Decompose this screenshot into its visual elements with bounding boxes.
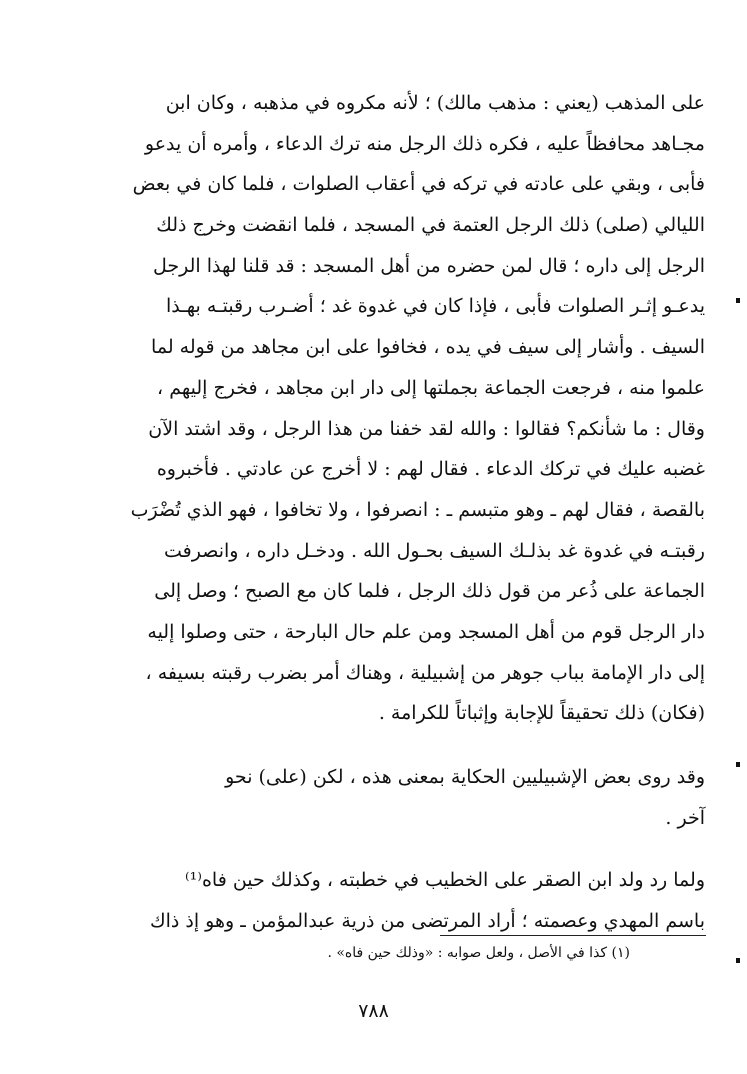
margin-mark — [736, 762, 740, 767]
text-line: يدعـو إثـر الصلوات فأبى ، فإذا كان في غدوة غد ؛ أضـرب رقبتـه بهـذا — [165, 295, 705, 318]
paragraph-1 — [80, 83, 705, 734]
text-line: ولما رد ولد ابن الصقر على الخطيب في خطبته ، وكذلك حين فاه⁽¹⁾ — [185, 869, 705, 891]
margin-mark — [736, 958, 740, 963]
text-line: الرجل إلى داره ؛ قال لمن حضره من أهل المسجد : قد قلنا لهذا الرجل — [152, 254, 705, 277]
text-line: فأبى ، وبقي على عادته في تركه في أعقاب الصلوات ، فلما كان في بعض — [132, 173, 705, 196]
margin-mark — [736, 298, 740, 303]
text-line: بالقصة ، فقال لهم ـ وهو متبسم ـ : انصرفوا ، ولا تخافوا ، فهو الذي تُضْرَب — [130, 498, 705, 521]
text-line: إلى دار الإمامة بباب جوهر من إشبيلية ، وهناك أمر بضرب رقبته بسيفه ، — [145, 661, 705, 684]
text-line: السيف . وأشار إلى سيف في يده ، فخافوا على ابن مجاهد من قوله لما — [151, 336, 705, 359]
text-line: علموا منه ، فرجعت الجماعة بجملتها إلى دار ابن مجاهد ، فخرج إليهم ، — [157, 376, 705, 399]
page-number: ٧٨٨ — [358, 1000, 389, 1022]
text-line: غضبه عليك في تركك الدعاء . فقال لهم : لا أخرج عن عادتي . فأخبروه — [156, 458, 705, 481]
paragraph-2 — [80, 757, 705, 838]
text-line: رقبتـه في غدوة غد بذلـك السيف بحـول الله . ودخـل داره ، وانصرفت — [164, 539, 705, 562]
text-line: آخر . — [665, 806, 705, 829]
text-line: الليالي (صلى) ذلك الرجل العتمة في المسجد ، فلما انقضت وخرج ذلك — [156, 214, 705, 237]
text-line: (فكان) ذلك تحقيقاً للإجابة وإثباتاً للكرامة . — [378, 702, 705, 725]
text-line: دار الرجل قوم من أهل المسجد ومن علم حال البارحة ، حتى وصلوا إليه — [147, 620, 705, 643]
footnote-divider — [440, 935, 706, 936]
text-line: الجماعة على ذُعر من قول ذلك الرجل ، فلما كان مع الصبح ؛ وصل إلى — [154, 580, 705, 603]
paragraph-3 — [80, 860, 705, 941]
text-line: باسم المهدي وعصمته ؛ أراد المرتضى من ذرية عبدالمؤمن ـ وهو إذ ذاك — [149, 909, 705, 932]
footnote: (١) كذا في الأصل ، ولعل صوابه : «وذلك حين فاه» . — [327, 945, 630, 961]
text-line: وقال : ما شأنكم؟ فقالوا : والله لقد خفنا من هذا الرجل ، وقد اشتد الآن — [148, 417, 705, 440]
text-line: مجـاهد محافظاً عليه ، فكره ذلك الرجل منه ترك الدعاء ، وأمره أن يدعو — [144, 132, 705, 155]
text-line: على المذهب (يعني : مذهب مالك) ؛ لأنه مكروه في مذهبه ، وكان ابن — [165, 92, 705, 114]
text-line: وقد روى بعض الإشبيليين الحكاية بمعنى هذه ، لكن (على) نحو — [225, 766, 705, 788]
